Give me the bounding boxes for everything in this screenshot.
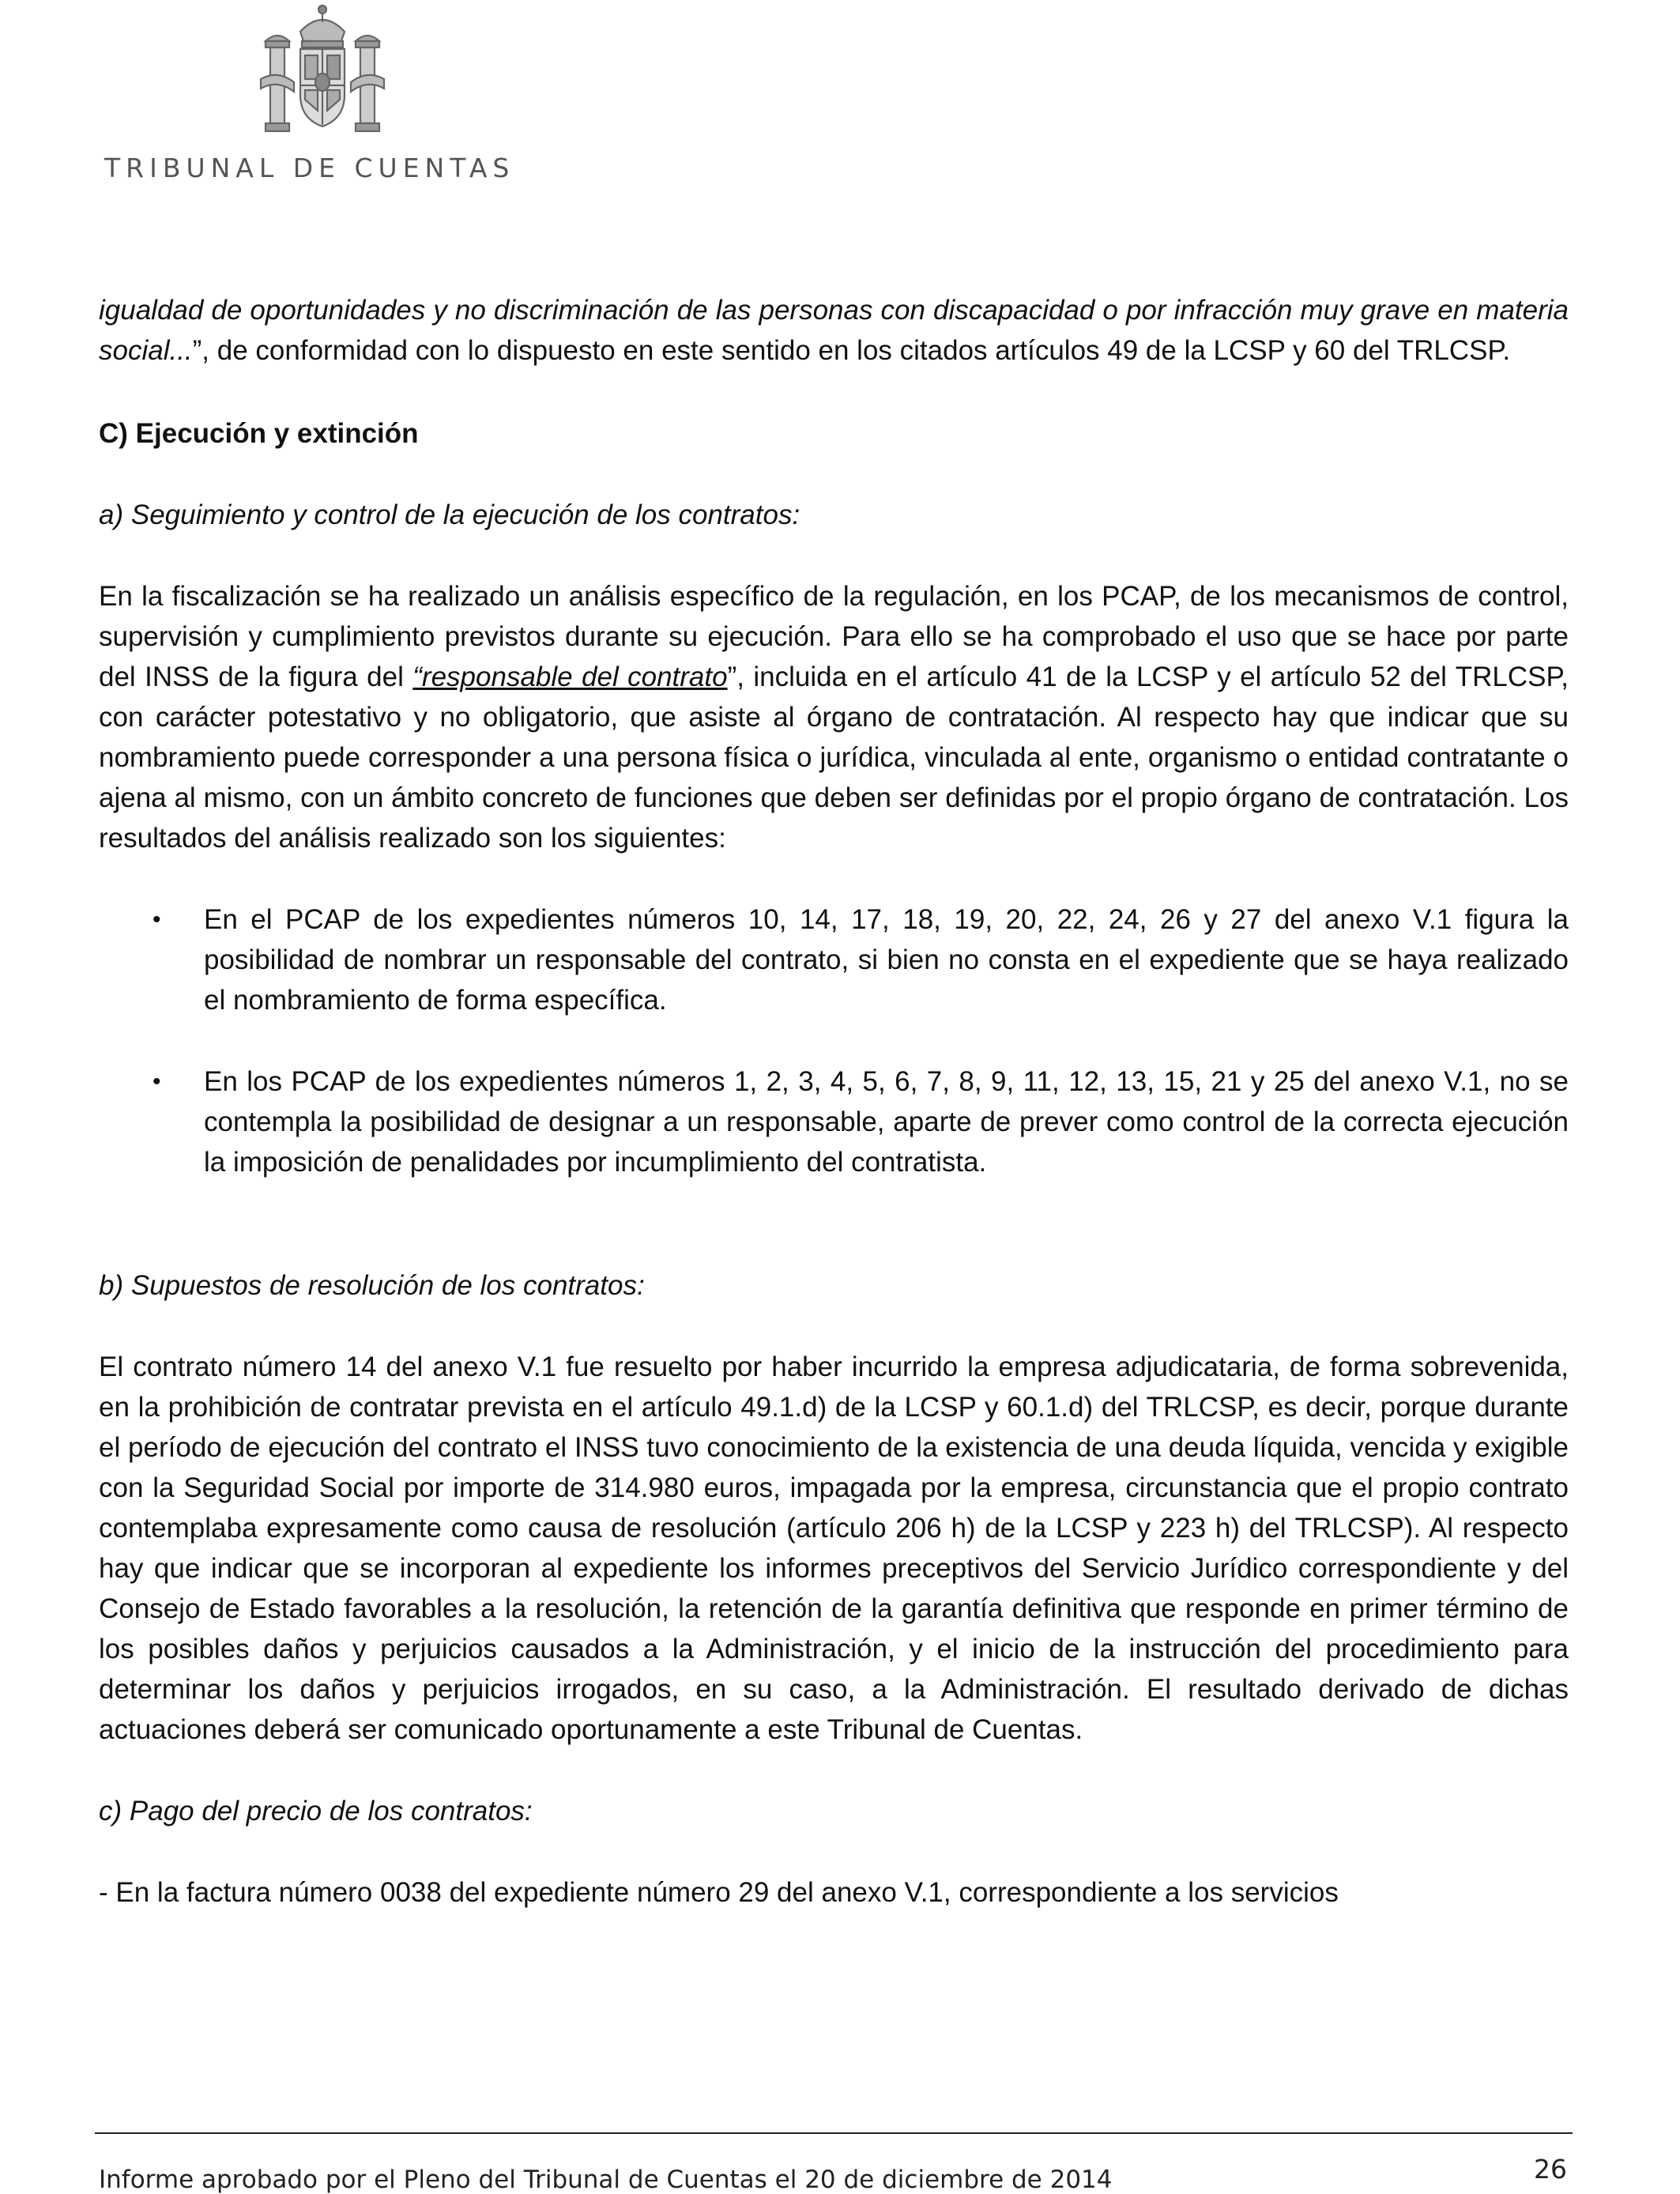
subsection-heading-c: c) Pago del precio de los contratos:	[99, 1796, 533, 1826]
list-item-text: En los PCAP de los expedientes números 1, 2, 3, 4, 5, 6, 7, 8, 9, 11, 12, 13, 15, 21 y 25 del anexo V.1, no se contempla la posibilidad de designar a un responsable, aparte de prever como control de la correcta ejecución la imposición de penalidades por incumplimiento del contratista.	[204, 1066, 1569, 1178]
paragraph-control	[99, 576, 1569, 858]
footer-note: Informe aprobado por el Pleno del Tribunal de Cuentas el 20 de diciembre de 2014	[99, 2166, 1113, 2194]
page-number: 26	[1534, 2154, 1567, 2185]
bullet-icon: •	[153, 1069, 161, 1095]
responsable-contrato-term: “responsable del contrato	[412, 662, 728, 692]
institution-name: TRIBUNAL DE CUENTAS	[104, 153, 515, 183]
footer-divider	[95, 2132, 1573, 2134]
paragraph-continuation	[99, 290, 1569, 371]
coat-of-arms-spain-icon	[253, 0, 391, 142]
list-item-text: En el PCAP de los expedientes números 10, 14, 17, 18, 19, 20, 22, 24, 26 y 27 del anexo V.1 figura la posibilidad de nombrar un responsable del contrato, si bien no consta en el expediente que se haya realizado el nombramiento de forma específica.	[204, 904, 1569, 1016]
italic-quote: igualdad de oportunidades y no discriminación de las personas con discapacidad o por infracción muy grave en materia social...	[99, 295, 1569, 366]
document-body	[99, 290, 1569, 1913]
paragraph-text: ”, incluida en el artículo 41 de la LCSP y el artículo 52 del TRLCSP, con carácter potestativo y no obligatorio, que asiste al órgano de contratación. Al respecto hay que indicar que su nombramiento puede corresponder a una persona física o jurídica, vinculada al ente, organismo o entidad contratante o ajena al mismo, con un ámbito concreto de funciones que deben ser definidas por el propio órgano de contratación. Los resultados del análisis realizado son los siguientes:	[99, 662, 1569, 854]
paragraph-text: ”, de conformidad con lo dispuesto en este sentido en los citados artículos 49 de la LCSP y 60 del TRLCSP.	[192, 335, 1511, 366]
paragraph-payment: - En la factura número 0038 del expediente número 29 del anexo V.1, correspondiente a los servicios	[99, 1877, 1339, 1908]
section-heading: C) Ejecución y extinción	[99, 418, 419, 449]
subsection-heading-b: b) Supuestos de resolución de los contratos:	[99, 1270, 645, 1301]
bullet-icon: •	[153, 907, 161, 933]
subsection-heading-a: a) Seguimiento y control de la ejecución de los contratos:	[99, 499, 800, 530]
list-item	[99, 899, 1569, 1020]
list-item	[99, 1061, 1569, 1182]
paragraph-text: En la fiscalización se ha realizado un análisis específico de la regulación, en los PCAP, de los mecanismos de control, supervisión y cumplimiento previstos durante su ejecución. Para ello se ha comprobado el uso que se hace por parte del INSS de la figura del	[99, 581, 1569, 692]
paragraph-resolution: El contrato número 14 del anexo V.1 fue resuelto por haber incurrido la empresa adjudicataria, de forma sobrevenida, en la prohibición de contratar prevista en el artículo 49.1.d) de la LCSP y 60.1.d) del TRLCSP, es decir, porque durante el período de ejecución del contrato el INSS tuvo conocimiento de la existencia de una deuda líquida, vencida y exigible con la Seguridad Social por importe de 314.980 euros, impagada por la empresa, circunstancia que el propio contrato contemplaba expresamente como causa de resolución (artículo 206 h) de la LCSP y 223 h) del TRLCSP). Al respecto hay que indicar que se incorporan al expediente los informes preceptivos del Servicio Jurídico correspondiente y del Consejo de Estado favorables a la resolución, la retención de la garantía definitiva que responde en primer término de los posibles daños y perjuicios causados a la Administración, y el inicio de la instrucción del procedimiento para determinar los daños y perjuicios irrogados, en su caso, a la Administración. El resultado derivado de dichas actuaciones deberá ser comunicado oportunamente a este Tribunal de Cuentas.	[99, 1351, 1569, 1745]
